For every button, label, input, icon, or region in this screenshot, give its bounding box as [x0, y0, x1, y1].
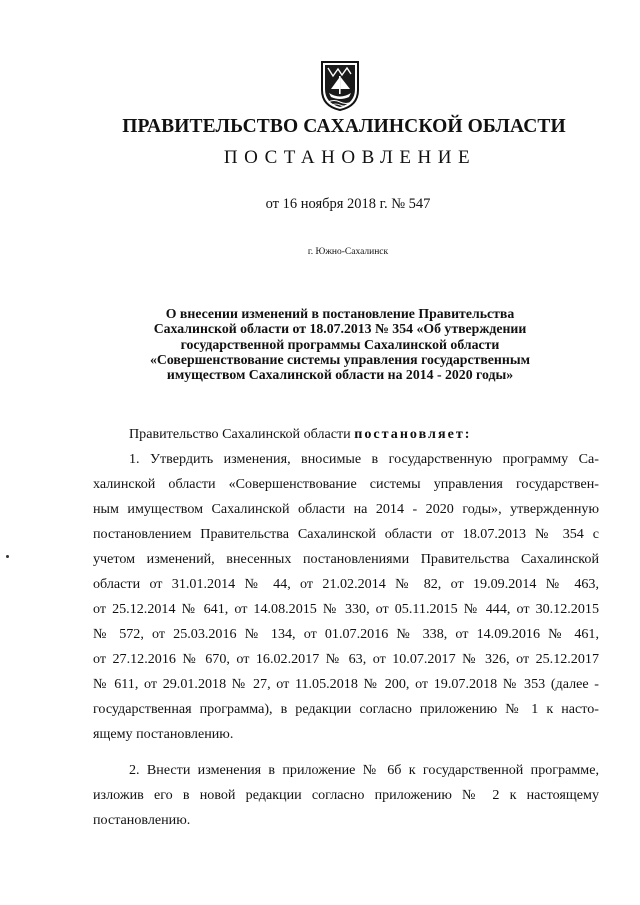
body-line: 2. Внести изменения в приложение № 6б к государственной программе, [129, 762, 599, 778]
sakhalin-coat-of-arms-emblem [320, 60, 360, 112]
subject-line: О внесении изменений в постановление Правительства [165, 306, 515, 321]
preamble-emphasis: постановляет: [354, 426, 472, 442]
document-city: г. Южно-Сахалинск [307, 247, 389, 257]
subject-line: Сахалинской области от 18.07.2013 № 354 «Об утверждении [153, 321, 527, 337]
body-line: халинской области «Совершенствование системы управления государствен- [93, 476, 599, 492]
body-line: постановлению. [93, 812, 191, 828]
body-line: постановлением Правительства Сахалинской области от 18.07.2013 № 354 с [93, 526, 599, 542]
body-line: учетом изменений, внесенных постановлениями Правительства Сахалинской [93, 551, 599, 567]
preamble-paragraph [129, 426, 471, 446]
body-line: № 572, от 25.03.2016 № 134, от 01.07.2016 № 338, от 14.09.2016 № 461, [93, 626, 599, 642]
body-line: № 611, от 29.01.2018 № 27, от 11.05.2018 № 200, от 19.07.2018 № 353 (далее - [93, 676, 599, 692]
government-title: ПРАВИТЕЛЬСТВО САХАЛИНСКОЙ ОБЛАСТИ [122, 116, 566, 137]
subject-line: «Совершенствование системы управления государственным [150, 351, 530, 367]
subject-line: имуществом Сахалинской области на 2014 - 2020 годы» [166, 367, 514, 383]
body-line: области от 31.01.2014 № 44, от 21.02.2014 № 82, от 19.09.2014 № 463, [93, 576, 599, 592]
document-type: ПОСТАНОВЛЕНИЕ [223, 147, 477, 168]
body-line: от 25.12.2014 № 641, от 14.08.2015 № 330, от 05.11.2015 № 444, от 30.12.2015 [93, 601, 599, 617]
document-date-number: от 16 ноября 2018 г. № 547 [265, 196, 431, 212]
scan-speck [6, 555, 9, 558]
document-subject [120, 306, 560, 382]
preamble-text: Правительство Сахалинской области [129, 426, 355, 442]
body-line: изложив его в новой редакции согласно приложению № 2 к настоящему [93, 787, 599, 803]
body-line: ящему постановлению. [93, 726, 234, 742]
subject-line: государственной программы Сахалинской области [180, 336, 500, 352]
body-line: 1. Утвердить изменения, вносимые в государственную программу Са- [129, 451, 599, 467]
body-line: ным имуществом Сахалинской области на 2014 - 2020 годы», утвержденную [93, 501, 599, 517]
body-line: государственная программа), в редакции согласно приложению № 1 к насто- [93, 701, 599, 717]
body-line: от 27.12.2016 № 670, от 16.02.2017 № 63, от 10.07.2017 № 326, от 25.12.2017 [93, 651, 599, 667]
